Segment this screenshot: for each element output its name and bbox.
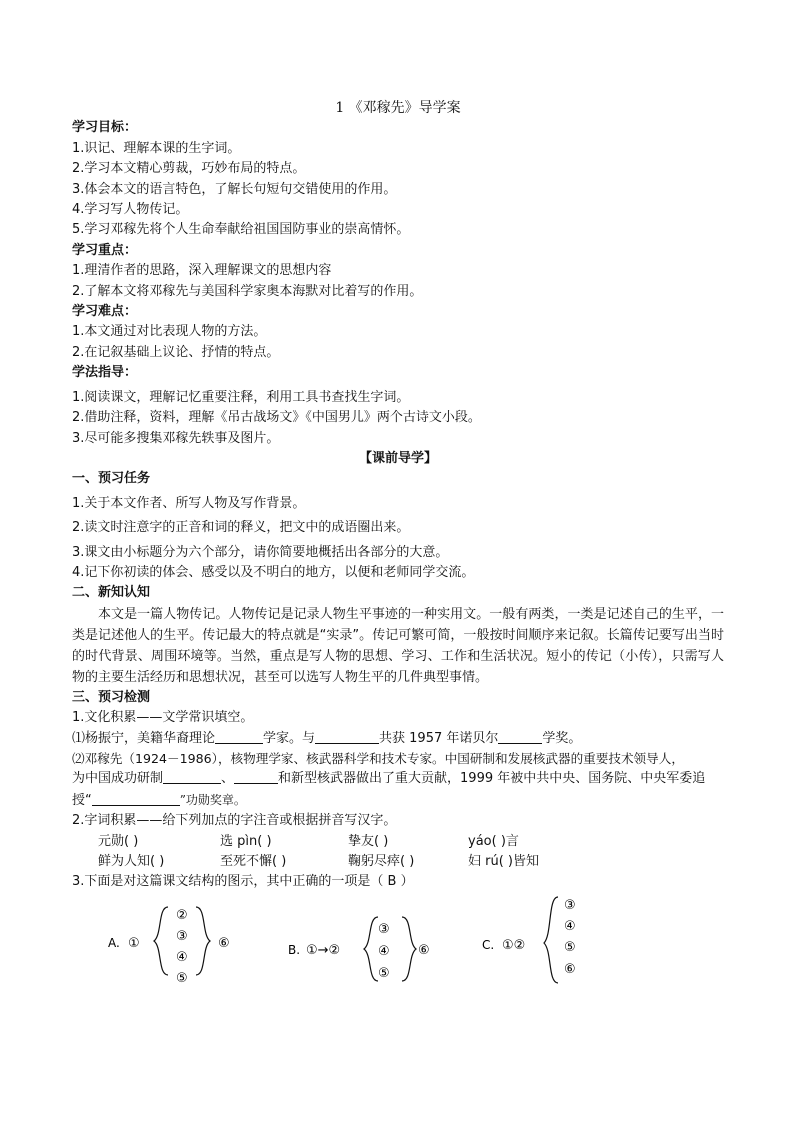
goal-item: 5.学习邓稼先将个人生命奉献给祖国国防事业的崇高情怀。 [72,222,410,238]
worksheet [72,98,724,985]
goal-item: 2.学习本文精心剪裁，巧妙布局的特点。 [72,161,306,177]
option-a[interactable] [108,907,230,985]
blank-field[interactable] [234,769,278,784]
q1-2-line3: 授“ ”功勋奖章。 [72,792,246,808]
option-c-label: C. [482,937,495,952]
option-c-mid: ④ [564,918,576,934]
q2-row1 [72,832,724,852]
new-knowledge-heading: 二、新知认知 [72,585,151,601]
word-item: 妇 rú( )皆知 [468,853,539,869]
option-c[interactable] [482,897,576,983]
check-heading: 三、预习检测 [72,689,151,705]
option-b-mid: ④ [378,943,390,959]
goal-item: 3.体会本文的语言特色，了解长句短句交错使用的作用。 [72,181,397,197]
focus-item: 1.理清作者的思路，深入理解课文的思想内容 [72,263,332,279]
option-b-mid: ⑤ [378,965,390,981]
option-b[interactable] [288,917,430,981]
q1-1: ⑴杨振宁，美籍华裔理论 学家。与 共获 1957 年诺贝尔 学奖。 [72,730,582,746]
page-title: 1 《邓稼先》导学案 [335,100,461,116]
option-a-mid: ③ [176,928,188,944]
word-item: 鞠躬尽瘁( ) [348,853,415,869]
method-heading: 学法指导： [72,365,138,381]
method-item: 1.阅读课文，理解记忆重要注释，利用工具书查找生字词。 [72,389,410,405]
new-knowledge-paragraph: 本文是一篇人物传记。人物传记是记录人物生平事迹的一种实用文。一般有两类，一类是记述自己的生平，一类是记述他人的生平。传记最大的特点就是“实录”。传记可繁可简，一般按时间顺序来记叙。长篇传记要写出当时的时代背景、周围环境等。当然，重点是写人物的思想、学习、工作和生活状况。短小的传记（小传），只需写人物的主要生活经历和思想状况，甚至可以选写人物生平的几件典型事情。 [72,606,724,685]
option-c-mid: ⑤ [564,939,576,955]
option-a-right: ⑥ [218,935,230,951]
focus-item: 2.了解本文将邓稼先与美国科学家奥本海默对比着写的作用。 [72,283,423,299]
difficulty-item: 1.本文通过对比表现人物的方法。 [72,324,267,340]
blank-field[interactable] [163,769,221,784]
option-a-label: A. [108,935,120,950]
q1-2-line2: 为中国成功研制 、 和新型核武器做出了重大贡献，1999 年被中共中央、国务院、中央军委追 [72,771,706,787]
method-item: 3.尽可能多搜集邓稼先轶事及图片。 [72,430,280,446]
q3-title: 3.下面是对这篇课文结构的图示，其中正确的一项是（ B ） [72,874,414,890]
difficulty-heading: 学习难点： [72,304,138,320]
option-c-left: ①② [502,937,526,953]
q2-title: 2.字词积累——给下列加点的字注音或根据拼音写汉字。 [72,813,397,829]
right-brace-icon [402,917,416,981]
q1-2-line1: ⑵邓稼先（1924－1986），核物理学家、核武器科学和技术专家。中国研制和发展核武器的重要技术领导人， [72,750,684,766]
blank-field[interactable] [315,729,379,744]
structure-diagram [72,895,724,985]
q2-row2 [72,852,724,872]
option-b-left: ①→② [306,942,341,958]
blank-field[interactable] [215,729,263,744]
right-brace-icon [196,907,210,975]
word-item: 元勋( ) [98,833,139,849]
word-item: 挚友( ) [348,833,389,849]
left-brace-icon [154,907,168,975]
left-brace-icon [544,897,558,983]
preview-heading: 一、预习任务 [72,471,151,487]
word-item: yáo( )言 [468,833,519,849]
word-item: 至死不懈( ) [220,853,287,869]
pre-class-heading: 【课前导学】 [358,450,437,466]
word-item: 鲜为人知( ) [98,853,165,869]
preview-item: 1.关于本文作者、所写人物及写作背景。 [72,495,306,511]
method-item: 2.借助注释，资料，理解《吊古战场文》《中国男儿》两个古诗文小段。 [72,410,481,426]
option-b-right: ⑥ [418,942,430,958]
preview-item: 3.课文由小标题分为六个部分，请你简要地概括出各部分的大意。 [72,544,449,560]
goal-item: 4.学习写人物传记。 [72,202,189,218]
option-a-left: ① [128,935,140,951]
option-a-mid: ⑤ [176,970,188,985]
word-item: 选 pìn( ) [220,833,272,849]
preview-item: 2.读文时注意字的正音和词的释义，把文中的成语圈出来。 [72,520,410,536]
focus-heading: 学习重点： [72,242,138,258]
left-brace-icon [364,917,378,981]
option-a-mid: ④ [176,949,188,965]
goal-item: 1.识记、理解本课的生字词。 [72,140,241,156]
option-a-mid: ② [176,907,188,923]
option-c-mid: ③ [564,897,576,913]
option-b-mid: ③ [378,921,390,937]
q1-title: 1.文化积累——文学常识填空。 [72,710,254,726]
difficulty-item: 2.在记叙基础上议论、抒情的特点。 [72,344,280,360]
option-c-mid: ⑥ [564,961,576,977]
blank-field[interactable] [92,791,180,806]
option-b-label: B. [288,942,301,957]
goals-heading: 学习目标： [72,120,138,136]
blank-field[interactable] [498,729,542,744]
preview-item: 4.记下你初读的体会、感受以及不明白的地方，以便和老师同学交流。 [72,564,475,580]
